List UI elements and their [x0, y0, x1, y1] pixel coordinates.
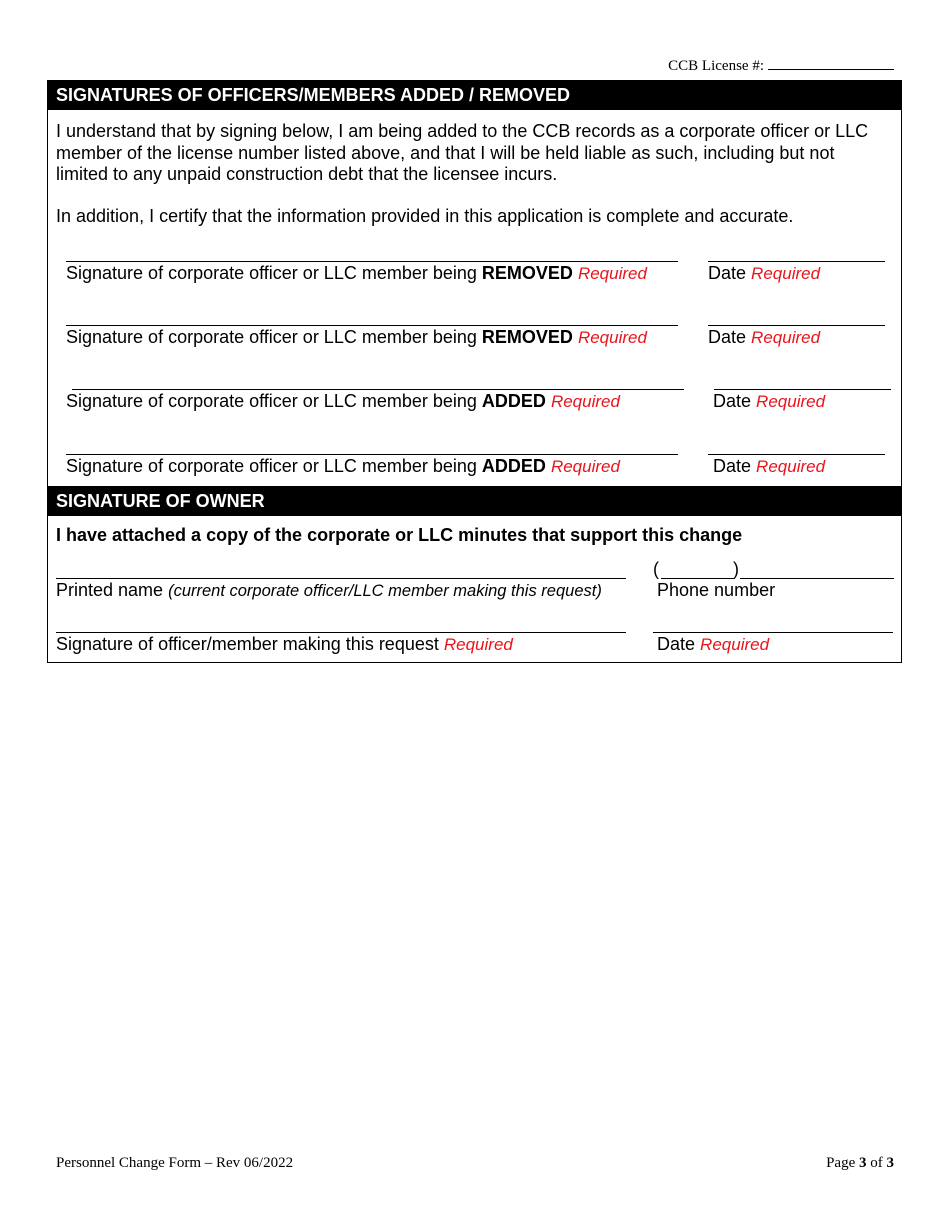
footer-form-name: Personnel Change Form – Rev 06/2022: [56, 1155, 294, 1171]
signature-label-removed-2: Signature of corporate officer or LLC member being REMOVED Required: [66, 327, 647, 347]
ccb-license-blank[interactable]: [768, 56, 894, 70]
signature-label-added-2: Signature of corporate officer or LLC member being ADDED Required: [66, 456, 620, 476]
certification-statement: In addition, I certify that the information provided in this application is complete and accurate.: [56, 206, 794, 226]
minutes-attached-statement: I have attached a copy of the corporate or LLC minutes that support this change: [56, 525, 743, 545]
section-header-signatures: SIGNATURES OF OFFICERS/MEMBERS ADDED / REMOVED: [48, 81, 901, 110]
requester-date-label: Date Required: [657, 634, 770, 654]
requester-date-line[interactable]: [653, 632, 893, 633]
date-label-removed-1: Date Required: [708, 263, 821, 283]
form-frame: [47, 80, 902, 663]
phone-number-label: Phone number: [657, 580, 776, 600]
phone-number-line[interactable]: [740, 578, 894, 579]
requester-signature-label: Signature of officer/member making this request Required: [56, 634, 513, 654]
printed-name-line[interactable]: [56, 578, 626, 579]
signature-line-removed-1[interactable]: [66, 261, 678, 262]
date-line-added-1[interactable]: [714, 389, 891, 390]
ccb-license-field: [668, 56, 894, 75]
signature-label-removed-1: Signature of corporate officer or LLC member being REMOVED Required: [66, 263, 647, 283]
date-label-added-1: Date Required: [713, 391, 826, 411]
printed-name-label: Printed name (current corporate officer/LLC member making this request): [56, 580, 602, 600]
phone-area-code-line[interactable]: [661, 578, 734, 579]
signature-line-added-1[interactable]: [72, 389, 684, 390]
signature-label-added-1: Signature of corporate officer or LLC member being ADDED Required: [66, 391, 620, 411]
liability-statement: I understand that by signing below, I am being added to the CCB records as a corporate officer or LLC member of the license number listed above, and that I will be held liable as such, including but not limited to any unpaid construction debt that the licensee incurs.: [56, 121, 869, 184]
signature-line-added-2[interactable]: [66, 454, 678, 455]
requester-signature-line[interactable]: [56, 632, 626, 633]
footer-page-number: Page 3 of 3: [826, 1155, 894, 1171]
date-line-removed-1[interactable]: [708, 261, 885, 262]
phone-area-close-paren: ): [733, 559, 739, 579]
section-header-owner: SIGNATURE OF OWNER: [48, 486, 901, 516]
date-label-removed-2: Date Required: [708, 327, 821, 347]
date-line-removed-2[interactable]: [708, 325, 885, 326]
phone-area-open-paren: (: [653, 559, 659, 579]
date-label-added-2: Date Required: [713, 456, 826, 476]
date-line-added-2[interactable]: [708, 454, 885, 455]
ccb-license-label: CCB License #:: [668, 58, 764, 74]
signature-line-removed-2[interactable]: [66, 325, 678, 326]
